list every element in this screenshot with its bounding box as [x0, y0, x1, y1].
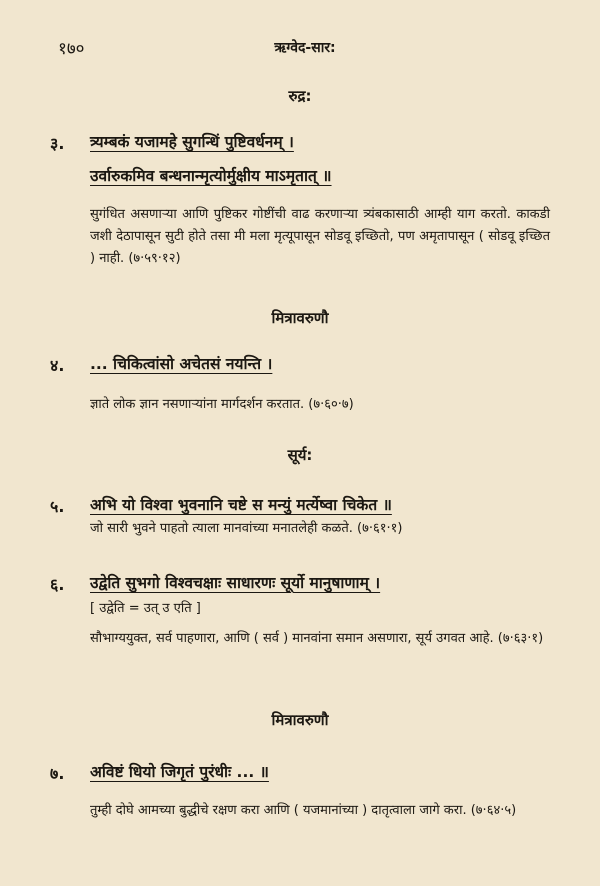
verse-line: ... चिकित्वांसो अचेतसं नयन्ति । [90, 355, 273, 373]
sandhi-note: [ उद्वेति = उत् उ एति ] [90, 601, 201, 616]
verse-number: ६. [50, 575, 65, 594]
page-number: १७० [58, 39, 85, 59]
verse-line: उर्वारुकमिव बन्धनान्मृत्योर्मुक्षीय माऽमृतात् ॥ [90, 167, 332, 185]
verse-number: ३. [50, 134, 65, 153]
verse-number: ७. [50, 764, 65, 783]
section-heading-mitravarunau: मित्रावरुणौ [271, 309, 329, 327]
section-heading-surya: सूर्य: [287, 446, 313, 464]
verse-line: अविष्टं धियो जिगृतं पुरंधीः ... ॥ [90, 763, 269, 781]
verse-number: ४. [50, 356, 65, 375]
verse-line: उद्वेति सुभगो विश्वचक्षाः साधारणः सूर्यो मानुषाणाम् । [90, 574, 381, 592]
verse-line: त्र्यम्बकं यजामहे सुगन्धिं पुष्टिवर्धनम् । [90, 133, 294, 151]
verse-meaning: सुगंधित असणाऱ्या आणि पुष्टिकर गोष्टींची वाढ करणाऱ्या त्र्यंबकासाठी आम्ही याग करतो. काकडी जशी देठापासून सुटी होते तसा मी मला मृत्यूपासून सोडवू इच्छितो, पण अमृतापासून ( सोडवू इच्छित ) नाही. (७·५९·१२) [90, 207, 550, 266]
verse-meaning: ज्ञाते लोक ज्ञान नसणाऱ्यांना मार्गदर्शन करतात. (७·६०·७) [90, 397, 354, 412]
verse-meaning: सौभाग्ययुक्त, सर्व पाहणारा, आणि ( सर्व ) मानवांना समान असणारा, सूर्य उगवत आहे. (७·६३·१) [90, 631, 544, 646]
running-title: ऋग्वेद-सार: [274, 40, 336, 56]
section-heading-rudra: रुद्र: [288, 87, 312, 105]
section-heading-mitravarunau: मित्रावरुणौ [271, 711, 329, 729]
verse-meaning: तुम्ही दोघे आमच्या बुद्धीचे रक्षण करा आणि ( यजमानांच्या ) दातृत्वाला जागे करा. (७·६४·५) [90, 803, 517, 818]
verse-meaning: जो सारी भुवने पाहतो त्याला मानवांच्या मनातलेही कळते. (७·६१·१) [90, 521, 403, 536]
verse-line: अभि यो विश्वा भुवनानि चष्टे स मन्युं मर्त्येष्वा चिकेत ॥ [90, 496, 392, 514]
verse-number: ५. [50, 497, 65, 516]
